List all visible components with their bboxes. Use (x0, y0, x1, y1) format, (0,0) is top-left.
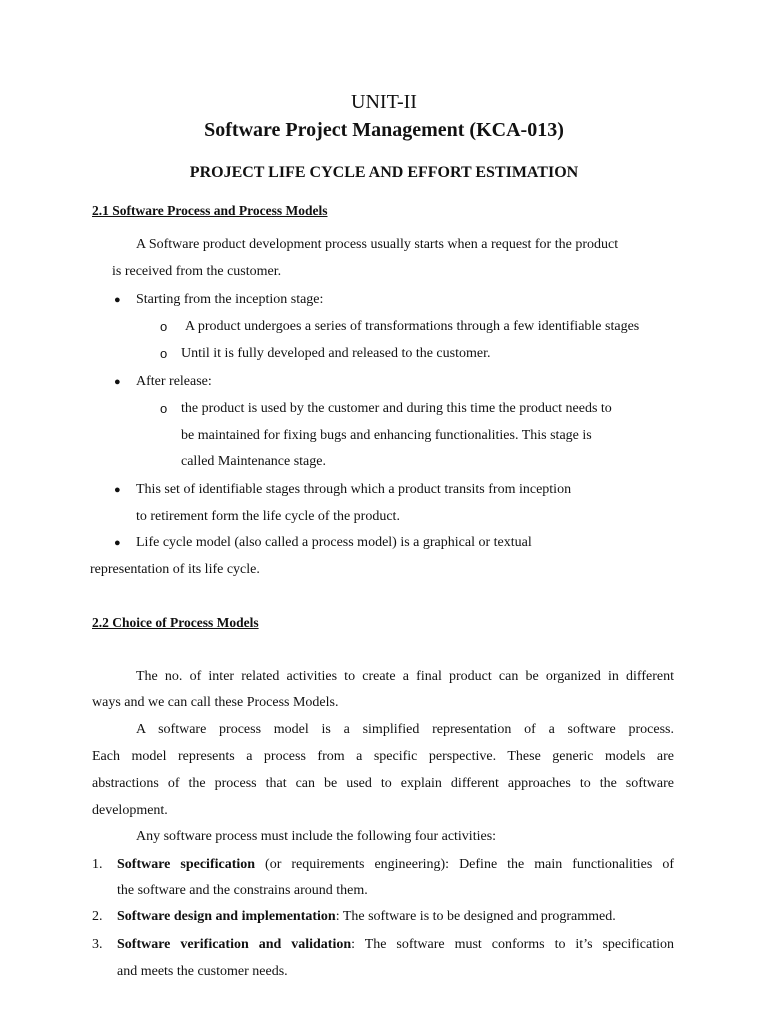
list-item-3-term: Software verification and validation (117, 937, 352, 952)
para2-line-3: abstractions of the process that can be used to explain different approaches to the software (92, 776, 674, 791)
chapter-heading: PROJECT LIFE CYCLE AND EFFORT ESTIMATION (189, 164, 579, 181)
list-item-2-term: Software design and implementation (117, 909, 336, 924)
bullet-icon: ● (114, 537, 121, 549)
para1-line-2: ways and we can call these Process Models. (92, 695, 339, 710)
list-number: 3. (92, 937, 103, 952)
sub-bullet-maintenance-line-3: called Maintenance stage. (181, 454, 326, 469)
section-2-2-heading: 2.2 Choice of Process Models (92, 615, 259, 630)
sub-bullet-released: Until it is fully developed and released to the customer. (181, 346, 491, 361)
para1-line-1: The no. of inter related activities to create a final product can be organized in different (136, 669, 674, 684)
list-item-2 (117, 908, 616, 926)
sub-bullet-maintenance-line-1: the product is used by the customer and during this time the product needs to (181, 401, 612, 416)
bullet-life-cycle-line-2: to retirement form the life cycle of the product. (136, 509, 400, 524)
bullet-icon: ● (114, 376, 121, 388)
subject-title: Software Project Management (KCA-013) (204, 119, 564, 141)
para3: Any software process must include the following four activities: (136, 829, 497, 844)
sub-bullet-maintenance-line-2: be maintained for fixing bugs and enhancing functionalities. This stage is (181, 428, 592, 443)
section-2-1-heading: 2.1 Software Process and Process Models (92, 203, 328, 218)
unit-title: UNIT-II (351, 91, 417, 113)
list-item-1-line-2: the software and the constrains around them. (117, 883, 368, 898)
intro-line-1: A Software product development process usually starts when a request for the product (136, 237, 619, 252)
list-item-3-text: : The software must conforms to it’s specification (351, 937, 674, 952)
list-item-1-term: Software specification (117, 857, 256, 872)
bullet-inception: Starting from the inception stage: (136, 292, 324, 307)
sub-bullet-icon: o (160, 319, 168, 334)
list-number: 2. (92, 909, 103, 924)
list-item-3-line-1 (117, 936, 674, 954)
sub-bullet-icon: o (160, 346, 168, 361)
sub-bullet-icon: o (160, 401, 168, 416)
bullet-after-release: After release: (136, 374, 212, 389)
list-item-1-line-1 (117, 856, 674, 874)
para2-line-2: Each model represents a process from a specific perspective. These generic models are (92, 749, 674, 764)
intro-line-2: is received from the customer. (112, 264, 282, 279)
list-number: 1. (92, 857, 103, 872)
bullet-icon: ● (114, 294, 121, 306)
list-item-2-text: : The software is to be designed and programmed. (335, 909, 616, 924)
bullet-process-model-line-2: representation of its life cycle. (90, 562, 260, 577)
list-item-1-text: (or requirements engineering): Define the main functionalities of (255, 857, 674, 872)
bullet-life-cycle-line-1: This set of identifiable stages through which a product transits from inception (136, 482, 572, 497)
para2-line-4: development. (92, 803, 168, 818)
bullet-process-model-line-1: Life cycle model (also called a process model) is a graphical or textual (136, 535, 532, 550)
sub-bullet-transformations: A product undergoes a series of transformations through a few identifiable stages (185, 319, 640, 334)
para2-line-1: A software process model is a simplified representation of a software process. (136, 722, 674, 737)
list-item-3-line-2: and meets the customer needs. (117, 964, 288, 979)
bullet-icon: ● (114, 484, 121, 496)
